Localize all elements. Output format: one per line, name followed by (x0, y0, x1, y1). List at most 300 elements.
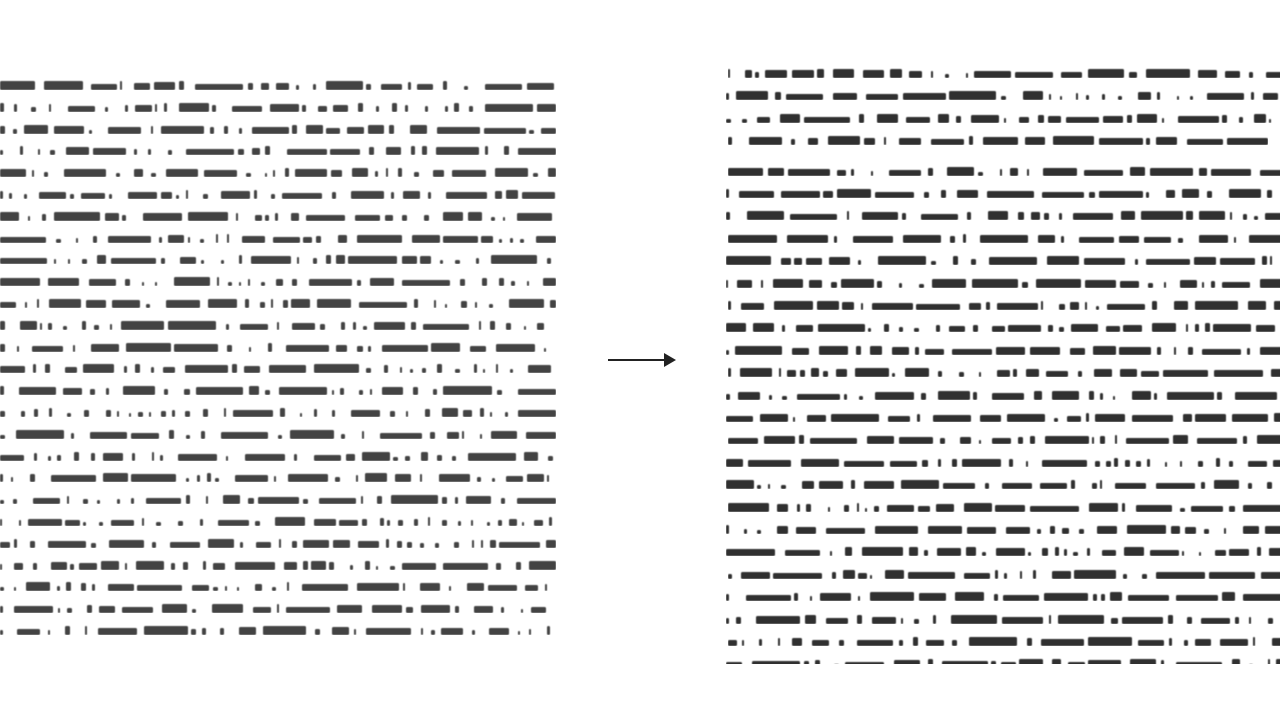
text-glyph-cluster (949, 326, 965, 332)
text-glyph (151, 126, 153, 134)
text-glyph (278, 435, 282, 439)
text-glyph (1269, 119, 1271, 123)
text-glyph-cluster (439, 474, 470, 482)
text-glyph (1049, 615, 1051, 624)
text-glyph-cluster (885, 570, 904, 579)
text-glyph (489, 304, 493, 308)
text-glyph-cluster (969, 637, 1017, 646)
text-glyph-cluster (491, 255, 537, 264)
text-glyph-cluster (773, 279, 803, 288)
text-glyph-cluster (468, 453, 516, 461)
text-glyph (472, 630, 475, 635)
text-glyph-cluster (1232, 659, 1240, 664)
text-glyph (901, 618, 903, 624)
text-glyph-cluster (421, 605, 450, 613)
text-glyph-cluster (1034, 391, 1042, 400)
text-glyph-cluster (909, 547, 918, 556)
text-glyph (928, 168, 933, 176)
text-glyph (1118, 96, 1122, 100)
text-glyph-cluster (1097, 526, 1117, 534)
text-glyph (217, 277, 219, 286)
text-glyph (0, 386, 4, 395)
text-glyph-cluster (726, 459, 743, 467)
text-glyph-cluster (195, 84, 243, 90)
text-glyph (428, 192, 431, 199)
text-glyph (963, 234, 966, 243)
text-glyph-cluster (270, 104, 299, 112)
text-glyph-cluster (928, 659, 933, 664)
text-glyph-cluster (817, 69, 824, 78)
text-glyph-cluster (64, 169, 106, 177)
text-glyph (547, 258, 551, 264)
text-glyph (386, 539, 389, 548)
text-glyph (30, 474, 35, 482)
text-glyph-cluster (242, 236, 265, 243)
text-glyph-cluster (845, 662, 884, 664)
text-glyph (800, 370, 805, 377)
text-glyph (116, 173, 120, 177)
text-glyph (265, 146, 270, 155)
text-glyph (300, 413, 302, 417)
text-glyph-cluster (19, 387, 56, 395)
text-glyph (726, 119, 731, 123)
text-glyph (832, 572, 836, 579)
text-glyph (226, 456, 228, 461)
text-glyph-cluster (1030, 436, 1035, 444)
text-glyph-cluster (1248, 301, 1266, 310)
text-glyph-cluster (1058, 615, 1104, 624)
text-glyph-cluster (1125, 460, 1130, 467)
text-glyph-cluster (174, 344, 218, 352)
text-glyph-cluster (332, 627, 349, 635)
text-glyph-cluster (522, 192, 555, 199)
text-glyph-cluster (1129, 72, 1137, 78)
text-glyph-cluster (740, 368, 772, 377)
text-glyph (847, 211, 849, 220)
text-glyph (33, 563, 37, 570)
text-glyph (503, 217, 505, 221)
text-glyph-cluster (726, 480, 754, 489)
text-glyph (810, 596, 812, 601)
text-glyph-cluster (1040, 483, 1067, 489)
text-glyph-cluster (1197, 438, 1237, 444)
text-glyph (779, 368, 781, 377)
text-glyph (203, 194, 208, 199)
text-glyph (83, 522, 86, 526)
text-glyph-cluster (0, 278, 40, 286)
text-glyph (24, 194, 27, 199)
text-glyph-cluster (380, 433, 422, 439)
text-glyph-cluster (931, 139, 964, 145)
text-glyph (857, 503, 859, 512)
text-glyph (200, 239, 204, 243)
text-glyph (67, 608, 72, 613)
text-glyph (1004, 118, 1006, 123)
text-glyph-cluster (1127, 525, 1166, 534)
text-glyph (0, 191, 3, 199)
text-glyph (1249, 617, 1251, 624)
text-glyph-cluster (111, 520, 134, 526)
text-glyph-cluster (1220, 639, 1248, 646)
text-glyph-cluster (14, 606, 53, 613)
text-glyph-cluster (1178, 116, 1219, 123)
text-glyph-cluster (402, 563, 436, 570)
text-glyph (422, 368, 426, 373)
text-glyph (1253, 637, 1255, 646)
text-glyph (420, 474, 422, 482)
text-glyph (31, 107, 36, 112)
text-glyph (332, 410, 335, 417)
text-glyph-cluster (805, 615, 816, 624)
text-glyph (42, 214, 46, 221)
text-glyph (986, 302, 990, 310)
text-glyph-cluster (1030, 347, 1060, 355)
text-glyph-cluster (1176, 595, 1218, 601)
text-glyph (1211, 281, 1215, 288)
text-glyph-cluster (527, 474, 544, 482)
text-glyph-cluster (890, 461, 917, 467)
text-glyph-cluster (352, 168, 368, 177)
text-glyph (1222, 115, 1227, 123)
text-glyph (1174, 347, 1176, 355)
text-glyph-cluster (338, 235, 347, 243)
text-glyph (361, 496, 363, 504)
text-glyph-cluster (423, 324, 469, 330)
text-glyph (1254, 216, 1258, 220)
text-glyph-cluster (337, 605, 362, 613)
text-glyph-cluster (336, 255, 345, 264)
text-glyph-cluster (790, 214, 837, 220)
text-line (0, 429, 556, 439)
text-glyph-cluster (1243, 505, 1280, 512)
text-glyph (545, 584, 547, 591)
text-glyph (386, 168, 388, 177)
text-glyph (366, 84, 371, 90)
text-glyph-cluster (20, 321, 37, 330)
text-glyph (924, 192, 929, 198)
text-glyph-cluster (374, 322, 405, 330)
text-glyph (365, 561, 370, 570)
text-glyph-cluster (1183, 414, 1192, 422)
text-line (0, 167, 556, 177)
text-glyph (1177, 96, 1179, 100)
text-glyph (63, 326, 67, 330)
text-glyph (91, 543, 96, 548)
text-glyph (156, 522, 161, 526)
text-glyph-cluster (1132, 391, 1151, 400)
text-glyph-cluster (517, 213, 552, 221)
text-glyph-cluster (166, 169, 198, 177)
text-glyph-cluster (1047, 256, 1079, 265)
text-glyph (966, 73, 968, 78)
text-glyph (206, 496, 208, 504)
text-glyph (497, 390, 502, 395)
text-glyph (414, 172, 419, 177)
text-glyph-cluster (1031, 212, 1040, 220)
text-glyph-cluster (303, 561, 308, 570)
text-glyph (315, 629, 320, 635)
text-glyph-cluster (386, 147, 401, 155)
text-line (726, 345, 1280, 355)
text-glyph (152, 542, 156, 548)
text-glyph-cluster (16, 430, 64, 439)
text-glyph-cluster (93, 148, 126, 155)
text-glyph-cluster (1123, 325, 1142, 332)
text-glyph-cluster (792, 70, 814, 78)
text-glyph (1086, 95, 1089, 100)
text-glyph-cluster (1045, 436, 1089, 444)
text-glyph (185, 411, 190, 417)
text-glyph (547, 626, 550, 635)
text-glyph-cluster (441, 628, 463, 635)
text-glyph-cluster (112, 300, 140, 308)
text-glyph-cluster (24, 125, 48, 134)
text-glyph-cluster (992, 438, 1011, 444)
text-glyph (191, 629, 196, 635)
text-glyph (44, 172, 48, 177)
text-glyph-cluster (336, 345, 347, 352)
text-glyph-cluster (1156, 572, 1205, 579)
text-glyph-cluster (382, 345, 428, 352)
text-line (0, 451, 556, 461)
text-glyph (1026, 461, 1028, 467)
text-glyph (1268, 659, 1270, 664)
text-glyph-cluster (218, 520, 249, 526)
text-line (726, 546, 1280, 556)
text-glyph (1096, 306, 1099, 310)
text-glyph (915, 347, 919, 355)
text-glyph (1268, 618, 1273, 624)
text-glyph-cluster (188, 212, 228, 221)
text-glyph (1078, 371, 1082, 377)
text-glyph-cluster (351, 410, 380, 417)
text-glyph-cluster (1138, 92, 1151, 100)
text-glyph (799, 435, 804, 444)
text-glyph (1146, 192, 1149, 198)
text-glyph-cluster (1119, 347, 1151, 355)
text-glyph (492, 478, 495, 482)
text-glyph (316, 236, 321, 243)
text-glyph-cluster (286, 607, 330, 613)
text-glyph (490, 412, 492, 417)
text-glyph-cluster (536, 236, 556, 243)
text-glyph (455, 497, 458, 504)
text-glyph (1169, 638, 1172, 646)
text-glyph-cluster (777, 526, 788, 534)
text-glyph-cluster (154, 82, 175, 90)
text-glyph-cluster (276, 83, 289, 90)
text-glyph-cluster (368, 125, 384, 134)
text-line (0, 516, 556, 526)
text-glyph (203, 561, 206, 570)
text-glyph-cluster (192, 585, 209, 591)
text-glyph-cluster (255, 215, 262, 221)
text-glyph (529, 130, 534, 134)
text-glyph-cluster (996, 347, 1025, 355)
text-glyph-cluster (275, 517, 305, 526)
text-glyph (353, 322, 356, 330)
text-glyph-cluster (223, 495, 240, 504)
text-line (728, 569, 1280, 579)
text-glyph (793, 417, 795, 422)
right-text-block (722, 64, 1280, 664)
text-glyph (914, 328, 919, 332)
text-glyph (1184, 640, 1188, 646)
text-glyph (1027, 169, 1029, 176)
text-glyph (151, 367, 154, 373)
text-glyph-cluster (302, 584, 348, 591)
text-glyph-cluster (937, 548, 961, 556)
text-glyph-cluster (397, 541, 402, 548)
text-glyph-cluster (1260, 347, 1280, 355)
text-glyph (469, 106, 473, 112)
text-glyph (527, 281, 529, 286)
text-glyph (275, 213, 278, 221)
text-glyph-cluster (1156, 483, 1195, 489)
text-glyph-cluster (412, 235, 440, 243)
text-line (0, 538, 556, 548)
text-glyph-cluster (1099, 191, 1143, 198)
text-glyph (129, 413, 131, 417)
text-glyph-cluster (997, 303, 1038, 310)
text-glyph (1180, 508, 1185, 512)
text-glyph (146, 304, 150, 308)
text-glyph (179, 81, 184, 90)
left-text-block (0, 76, 556, 644)
text-glyph-cluster (1263, 93, 1278, 100)
text-glyph-cluster (467, 583, 484, 591)
text-glyph-cluster (938, 114, 949, 123)
text-glyph-cluster (964, 503, 992, 512)
text-glyph-cluster (1061, 72, 1082, 78)
text-glyph (982, 552, 986, 556)
text-glyph-cluster (870, 592, 914, 601)
text-glyph (239, 128, 242, 134)
text-glyph (216, 234, 218, 243)
text-glyph-cluster (1269, 548, 1280, 556)
text-glyph (861, 303, 863, 310)
text-glyph (0, 103, 4, 112)
text-glyph (32, 170, 34, 177)
text-glyph (973, 325, 978, 332)
text-glyph (522, 522, 524, 526)
text-glyph-cluster (877, 114, 898, 123)
text-glyph (390, 411, 395, 417)
text-glyph-cluster (950, 236, 955, 243)
text-glyph-cluster (908, 572, 955, 579)
text-glyph (186, 190, 188, 199)
text-glyph-cluster (443, 212, 463, 221)
text-glyph (481, 540, 483, 548)
text-glyph-cluster (509, 299, 544, 308)
text-glyph-cluster (1003, 595, 1039, 601)
text-glyph-cluster (1199, 168, 1207, 176)
text-glyph (1229, 461, 1233, 467)
text-glyph-cluster (1235, 392, 1277, 400)
text-glyph-cluster (864, 138, 875, 145)
text-glyph (49, 408, 52, 417)
text-glyph-cluster (1007, 414, 1045, 422)
text-glyph (1073, 552, 1078, 556)
text-glyph (1115, 435, 1117, 444)
text-glyph-cluster (239, 627, 256, 635)
text-glyph-cluster (773, 573, 822, 579)
text-glyph (945, 74, 949, 78)
text-glyph (215, 478, 219, 482)
text-glyph-cluster (887, 505, 914, 512)
text-glyph-cluster (867, 436, 894, 444)
text-glyph (1061, 236, 1064, 243)
text-glyph-cluster (541, 128, 556, 134)
text-glyph (757, 485, 761, 489)
text-line (0, 276, 556, 286)
text-glyph (933, 615, 936, 624)
text-glyph-cluster (162, 604, 187, 613)
text-glyph-cluster (1062, 528, 1069, 534)
text-glyph (369, 147, 374, 155)
text-glyph-cluster (232, 106, 262, 112)
text-glyph (815, 660, 820, 664)
text-glyph-cluster (357, 346, 363, 352)
text-glyph-cluster (186, 149, 234, 155)
text-glyph-cluster (499, 542, 540, 548)
text-glyph-cluster (51, 562, 67, 570)
text-glyph (125, 105, 128, 112)
text-glyph (68, 259, 70, 264)
text-glyph (38, 149, 40, 155)
text-glyph (1217, 392, 1222, 400)
text-glyph (192, 609, 196, 613)
text-glyph (407, 542, 412, 548)
text-glyph (1146, 138, 1150, 145)
text-glyph-cluster (1019, 659, 1043, 664)
text-glyph-cluster (101, 561, 119, 570)
text-glyph-cluster (765, 70, 787, 78)
text-glyph (726, 525, 729, 534)
text-glyph (268, 343, 272, 352)
text-glyph-cluster (0, 212, 19, 221)
text-glyph (213, 587, 218, 591)
text-glyph-cluster (306, 215, 345, 221)
text-glyph-cluster (972, 279, 1018, 288)
text-glyph-cluster (775, 92, 781, 100)
text-glyph (169, 430, 174, 439)
text-glyph-cluster (768, 168, 784, 176)
text-line (0, 494, 556, 504)
text-glyph (1004, 573, 1007, 579)
text-glyph-cluster (949, 91, 996, 100)
text-glyph (899, 283, 902, 288)
text-glyph-cluster (903, 93, 946, 100)
text-line (726, 255, 1280, 265)
text-glyph-cluster (855, 368, 889, 377)
text-glyph-cluster (443, 563, 488, 570)
text-glyph-cluster (348, 256, 397, 264)
text-line (726, 278, 1280, 288)
text-glyph-cluster (1201, 618, 1230, 624)
text-glyph (377, 496, 382, 504)
text-glyph (392, 103, 397, 112)
text-glyph (45, 364, 50, 373)
text-glyph-cluster (755, 72, 759, 78)
text-glyph-cluster (892, 347, 909, 355)
text-glyph (858, 596, 860, 601)
text-glyph (106, 410, 111, 417)
text-glyph (421, 628, 423, 635)
text-glyph (226, 324, 229, 330)
text-glyph-cluster (204, 170, 237, 177)
text-glyph-cluster (1084, 170, 1123, 176)
